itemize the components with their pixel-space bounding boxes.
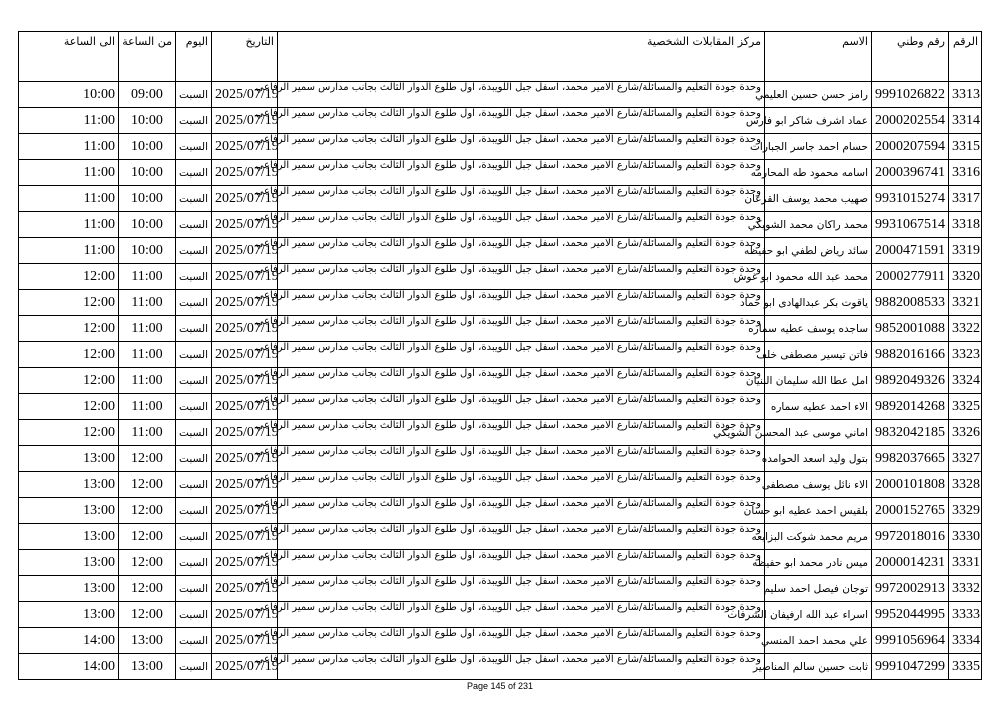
row-number: 3313	[949, 82, 982, 108]
row-number: 3329	[949, 498, 982, 524]
header-from-time: من الساعة	[119, 32, 176, 82]
day-cell: السبت	[176, 134, 212, 160]
day-cell: السبت	[176, 264, 212, 290]
date-cell: 2025/07/19	[212, 134, 278, 160]
interview-center-cell: وحدة جودة التعليم والمسائلة/شارع الامير محمد، اسفل جبل اللويبدة، اول طلوع الدوار الثالث بجانب مدارس سمير الرفاعي	[278, 394, 765, 420]
table-row	[19, 160, 982, 186]
national-id-cell: 9931067514	[872, 212, 949, 238]
date-cell: 2025/07/19	[212, 394, 278, 420]
table-row	[19, 394, 982, 420]
from-time-cell: 12:00	[119, 472, 176, 498]
to-time-cell: 13:00	[19, 576, 119, 602]
interview-center-cell: وحدة جودة التعليم والمسائلة/شارع الامير محمد، اسفل جبل اللويبدة، اول طلوع الدوار الثالث بجانب مدارس سمير الرفاعي	[278, 446, 765, 472]
name-cell: محمد عبد الله محمود ابو غوش	[765, 264, 872, 290]
day-cell: السبت	[176, 420, 212, 446]
table-row	[19, 654, 982, 680]
national-id-cell: 2000014231	[872, 550, 949, 576]
table-row	[19, 472, 982, 498]
row-number: 3324	[949, 368, 982, 394]
day-cell: السبت	[176, 602, 212, 628]
name-cell: علي محمد احمد المنسي	[765, 628, 872, 654]
national-id-cell: 2000152765	[872, 498, 949, 524]
to-time-cell: 14:00	[19, 654, 119, 680]
national-id-cell: 2000396741	[872, 160, 949, 186]
day-cell: السبت	[176, 160, 212, 186]
day-cell: السبت	[176, 498, 212, 524]
date-cell: 2025/07/19	[212, 602, 278, 628]
row-number: 3327	[949, 446, 982, 472]
interview-center-cell: وحدة جودة التعليم والمسائلة/شارع الامير محمد، اسفل جبل اللويبدة، اول طلوع الدوار الثالث بجانب مدارس سمير الرفاعي	[278, 186, 765, 212]
day-cell: السبت	[176, 446, 212, 472]
from-time-cell: 11:00	[119, 316, 176, 342]
interview-center-cell: وحدة جودة التعليم والمسائلة/شارع الامير محمد، اسفل جبل اللويبدة، اول طلوع الدوار الثالث بجانب مدارس سمير الرفاعي	[278, 628, 765, 654]
name-cell: ميس نادر محمد ابو حفيظه	[765, 550, 872, 576]
date-cell: 2025/07/19	[212, 186, 278, 212]
interview-center-cell: وحدة جودة التعليم والمسائلة/شارع الامير محمد، اسفل جبل اللويبدة، اول طلوع الدوار الثالث بجانب مدارس سمير الرفاعي	[278, 654, 765, 680]
row-number: 3317	[949, 186, 982, 212]
day-cell: السبت	[176, 524, 212, 550]
header-name: الاسم	[765, 32, 872, 82]
name-cell: ثابت حسين سالم المناصير	[765, 654, 872, 680]
name-cell: رامز حسن حسين العليمي	[765, 82, 872, 108]
to-time-cell: 12:00	[19, 264, 119, 290]
from-time-cell: 10:00	[119, 108, 176, 134]
name-cell: ساجده يوسف عطيه سماره	[765, 316, 872, 342]
name-cell: محمد راكان محمد الشويكي	[765, 212, 872, 238]
row-number: 3335	[949, 654, 982, 680]
name-cell: مريم محمد شوكت البزايعه	[765, 524, 872, 550]
to-time-cell: 11:00	[19, 108, 119, 134]
name-cell: امل عطا الله سليمان البنيان	[765, 368, 872, 394]
to-time-cell: 12:00	[19, 394, 119, 420]
row-number: 3326	[949, 420, 982, 446]
to-time-cell: 12:00	[19, 368, 119, 394]
table-row	[19, 108, 982, 134]
to-time-cell: 13:00	[19, 602, 119, 628]
row-number: 3333	[949, 602, 982, 628]
name-cell: الاء نائل يوسف مصطفى	[765, 472, 872, 498]
national-id-cell: 9882008533	[872, 290, 949, 316]
national-id-cell: 9852001088	[872, 316, 949, 342]
header-date: التاريخ	[212, 32, 278, 82]
national-id-cell: 2000207594	[872, 134, 949, 160]
name-cell: بتول وليد اسعد الحوامده	[765, 446, 872, 472]
from-time-cell: 12:00	[119, 550, 176, 576]
from-time-cell: 10:00	[119, 134, 176, 160]
from-time-cell: 13:00	[119, 628, 176, 654]
page-number: Page 145 of 231	[466, 681, 534, 691]
to-time-cell: 11:00	[19, 160, 119, 186]
date-cell: 2025/07/19	[212, 472, 278, 498]
day-cell: السبت	[176, 342, 212, 368]
day-cell: السبت	[176, 472, 212, 498]
header-to-time: الى الساعة	[19, 32, 119, 82]
to-time-cell: 12:00	[19, 316, 119, 342]
date-cell: 2025/07/19	[212, 108, 278, 134]
date-cell: 2025/07/19	[212, 290, 278, 316]
date-cell: 2025/07/19	[212, 82, 278, 108]
to-time-cell: 12:00	[19, 290, 119, 316]
to-time-cell: 12:00	[19, 342, 119, 368]
date-cell: 2025/07/19	[212, 420, 278, 446]
day-cell: السبت	[176, 290, 212, 316]
row-number: 3320	[949, 264, 982, 290]
to-time-cell: 13:00	[19, 472, 119, 498]
interview-center-cell: وحدة جودة التعليم والمسائلة/شارع الامير محمد، اسفل جبل اللويبدة، اول طلوع الدوار الثالث بجانب مدارس سمير الرفاعي	[278, 264, 765, 290]
national-id-cell: 9991047299	[872, 654, 949, 680]
date-cell: 2025/07/19	[212, 160, 278, 186]
from-time-cell: 12:00	[119, 446, 176, 472]
row-number: 3331	[949, 550, 982, 576]
national-id-cell: 2000101808	[872, 472, 949, 498]
table-row	[19, 264, 982, 290]
from-time-cell: 10:00	[119, 160, 176, 186]
interview-center-cell: وحدة جودة التعليم والمسائلة/شارع الامير محمد، اسفل جبل اللويبدة، اول طلوع الدوار الثالث بجانب مدارس سمير الرفاعي	[278, 82, 765, 108]
national-id-cell: 2000202554	[872, 108, 949, 134]
name-cell: ياقوت بكر عبدالهادى ابو حماد	[765, 290, 872, 316]
row-number: 3314	[949, 108, 982, 134]
row-number: 3330	[949, 524, 982, 550]
date-cell: 2025/07/19	[212, 628, 278, 654]
from-time-cell: 11:00	[119, 290, 176, 316]
from-time-cell: 12:00	[119, 576, 176, 602]
to-time-cell: 14:00	[19, 628, 119, 654]
to-time-cell: 11:00	[19, 134, 119, 160]
national-id-cell: 9931015274	[872, 186, 949, 212]
from-time-cell: 10:00	[119, 186, 176, 212]
national-id-cell: 9952044995	[872, 602, 949, 628]
day-cell: السبت	[176, 212, 212, 238]
national-id-cell: 9892049326	[872, 368, 949, 394]
day-cell: السبت	[176, 82, 212, 108]
name-cell: اسامه محمود طه المحارمه	[765, 160, 872, 186]
interview-center-cell: وحدة جودة التعليم والمسائلة/شارع الامير محمد، اسفل جبل اللويبدة، اول طلوع الدوار الثالث بجانب مدارس سمير الرفاعي	[278, 342, 765, 368]
table-row	[19, 420, 982, 446]
table-row	[19, 134, 982, 160]
interview-center-cell: وحدة جودة التعليم والمسائلة/شارع الامير محمد، اسفل جبل اللويبدة، اول طلوع الدوار الثالث بجانب مدارس سمير الرفاعي	[278, 524, 765, 550]
table-row	[19, 368, 982, 394]
day-cell: السبت	[176, 316, 212, 342]
header-center: مركز المقابلات الشخصية	[278, 32, 765, 82]
name-cell: بلقيس احمد عطيه ابو حسان	[765, 498, 872, 524]
table-body	[19, 82, 982, 680]
name-cell: سائد رياض لطفي ابو حفيظه	[765, 238, 872, 264]
date-cell: 2025/07/19	[212, 576, 278, 602]
to-time-cell: 13:00	[19, 524, 119, 550]
name-cell: توجان فيصل احمد سليم	[765, 576, 872, 602]
table-row	[19, 628, 982, 654]
table-row	[19, 342, 982, 368]
row-number: 3321	[949, 290, 982, 316]
header-row	[19, 32, 982, 82]
date-cell: 2025/07/19	[212, 446, 278, 472]
national-id-cell: 9892014268	[872, 394, 949, 420]
name-cell: الاء احمد عطيه سماره	[765, 394, 872, 420]
table-row	[19, 446, 982, 472]
date-cell: 2025/07/19	[212, 368, 278, 394]
header-day: اليوم	[176, 32, 212, 82]
table-row	[19, 576, 982, 602]
to-time-cell: 13:00	[19, 498, 119, 524]
interview-center-cell: وحدة جودة التعليم والمسائلة/شارع الامير محمد، اسفل جبل اللويبدة، اول طلوع الدوار الثالث بجانب مدارس سمير الرفاعي	[278, 576, 765, 602]
interview-center-cell: وحدة جودة التعليم والمسائلة/شارع الامير محمد، اسفل جبل اللويبدة، اول طلوع الدوار الثالث بجانب مدارس سمير الرفاعي	[278, 160, 765, 186]
from-time-cell: 12:00	[119, 524, 176, 550]
from-time-cell: 09:00	[119, 82, 176, 108]
from-time-cell: 10:00	[119, 212, 176, 238]
row-number: 3316	[949, 160, 982, 186]
to-time-cell: 11:00	[19, 238, 119, 264]
interview-center-cell: وحدة جودة التعليم والمسائلة/شارع الامير محمد، اسفل جبل اللويبدة، اول طلوع الدوار الثالث بجانب مدارس سمير الرفاعي	[278, 290, 765, 316]
date-cell: 2025/07/19	[212, 654, 278, 680]
date-cell: 2025/07/19	[212, 550, 278, 576]
from-time-cell: 13:00	[119, 654, 176, 680]
from-time-cell: 12:00	[119, 498, 176, 524]
day-cell: السبت	[176, 394, 212, 420]
date-cell: 2025/07/19	[212, 498, 278, 524]
day-cell: السبت	[176, 368, 212, 394]
interview-center-cell: وحدة جودة التعليم والمسائلة/شارع الامير محمد، اسفل جبل اللويبدة، اول طلوع الدوار الثالث بجانب مدارس سمير الرفاعي	[278, 498, 765, 524]
table-row	[19, 498, 982, 524]
name-cell: عماد اشرف شاكر ابو فارس	[765, 108, 872, 134]
table-row	[19, 290, 982, 316]
schedule-table	[18, 31, 982, 680]
table-row	[19, 238, 982, 264]
name-cell: اسراء عبد الله ارفيفان الشرفات	[765, 602, 872, 628]
to-time-cell: 10:00	[19, 82, 119, 108]
date-cell: 2025/07/19	[212, 264, 278, 290]
interview-center-cell: وحدة جودة التعليم والمسائلة/شارع الامير محمد، اسفل جبل اللويبدة، اول طلوع الدوار الثالث بجانب مدارس سمير الرفاعي	[278, 602, 765, 628]
table-row	[19, 602, 982, 628]
interview-center-cell: وحدة جودة التعليم والمسائلة/شارع الامير محمد، اسفل جبل اللويبدة، اول طلوع الدوار الثالث بجانب مدارس سمير الرفاعي	[278, 472, 765, 498]
national-id-cell: 9832042185	[872, 420, 949, 446]
to-time-cell: 13:00	[19, 446, 119, 472]
from-time-cell: 11:00	[119, 394, 176, 420]
to-time-cell: 11:00	[19, 186, 119, 212]
day-cell: السبت	[176, 550, 212, 576]
from-time-cell: 11:00	[119, 264, 176, 290]
row-number: 3334	[949, 628, 982, 654]
name-cell: فاتن تيسير مصطفى خلف	[765, 342, 872, 368]
table-row	[19, 186, 982, 212]
date-cell: 2025/07/19	[212, 212, 278, 238]
interview-center-cell: وحدة جودة التعليم والمسائلة/شارع الامير محمد، اسفل جبل اللويبدة، اول طلوع الدوار الثالث بجانب مدارس سمير الرفاعي	[278, 550, 765, 576]
interview-center-cell: وحدة جودة التعليم والمسائلة/شارع الامير محمد، اسفل جبل اللويبدة، اول طلوع الدوار الثالث بجانب مدارس سمير الرفاعي	[278, 108, 765, 134]
header-national-id: رقم وطني	[872, 32, 949, 82]
national-id-cell: 9972002913	[872, 576, 949, 602]
interview-center-cell: وحدة جودة التعليم والمسائلة/شارع الامير محمد، اسفل جبل اللويبدة، اول طلوع الدوار الثالث بجانب مدارس سمير الرفاعي	[278, 368, 765, 394]
date-cell: 2025/07/19	[212, 238, 278, 264]
from-time-cell: 10:00	[119, 238, 176, 264]
name-cell: اماني موسى عبد المحسن الشويكي	[765, 420, 872, 446]
day-cell: السبت	[176, 628, 212, 654]
day-cell: السبت	[176, 576, 212, 602]
day-cell: السبت	[176, 108, 212, 134]
interview-center-cell: وحدة جودة التعليم والمسائلة/شارع الامير محمد، اسفل جبل اللويبدة، اول طلوع الدوار الثالث بجانب مدارس سمير الرفاعي	[278, 316, 765, 342]
from-time-cell: 12:00	[119, 602, 176, 628]
national-id-cell: 9972018016	[872, 524, 949, 550]
from-time-cell: 11:00	[119, 342, 176, 368]
row-number: 3332	[949, 576, 982, 602]
date-cell: 2025/07/19	[212, 316, 278, 342]
interview-center-cell: وحدة جودة التعليم والمسائلة/شارع الامير محمد، اسفل جبل اللويبدة، اول طلوع الدوار الثالث بجانب مدارس سمير الرفاعي	[278, 134, 765, 160]
interview-center-cell: وحدة جودة التعليم والمسائلة/شارع الامير محمد، اسفل جبل اللويبدة، اول طلوع الدوار الثالث بجانب مدارس سمير الرفاعي	[278, 238, 765, 264]
row-number: 3319	[949, 238, 982, 264]
national-id-cell: 9991026822	[872, 82, 949, 108]
table-row	[19, 212, 982, 238]
date-cell: 2025/07/19	[212, 342, 278, 368]
day-cell: السبت	[176, 238, 212, 264]
to-time-cell: 13:00	[19, 550, 119, 576]
name-cell: حسام احمد جاسر الجبارات	[765, 134, 872, 160]
national-id-cell: 2000471591	[872, 238, 949, 264]
row-number: 3322	[949, 316, 982, 342]
date-cell: 2025/07/19	[212, 524, 278, 550]
row-number: 3318	[949, 212, 982, 238]
national-id-cell: 9982037665	[872, 446, 949, 472]
table-row	[19, 524, 982, 550]
day-cell: السبت	[176, 654, 212, 680]
table-row	[19, 82, 982, 108]
national-id-cell: 2000277911	[872, 264, 949, 290]
day-cell: السبت	[176, 186, 212, 212]
table-row	[19, 316, 982, 342]
row-number: 3328	[949, 472, 982, 498]
interview-center-cell: وحدة جودة التعليم والمسائلة/شارع الامير محمد، اسفل جبل اللويبدة، اول طلوع الدوار الثالث بجانب مدارس سمير الرفاعي	[278, 212, 765, 238]
to-time-cell: 11:00	[19, 212, 119, 238]
from-time-cell: 11:00	[119, 420, 176, 446]
from-time-cell: 11:00	[119, 368, 176, 394]
row-number: 3323	[949, 342, 982, 368]
row-number: 3315	[949, 134, 982, 160]
to-time-cell: 12:00	[19, 420, 119, 446]
header-no: الرقم	[949, 32, 982, 82]
national-id-cell: 9882016166	[872, 342, 949, 368]
name-cell: صهيب محمد يوسف القرعان	[765, 186, 872, 212]
national-id-cell: 9991056964	[872, 628, 949, 654]
interview-center-cell: وحدة جودة التعليم والمسائلة/شارع الامير محمد، اسفل جبل اللويبدة، اول طلوع الدوار الثالث بجانب مدارس سمير الرفاعي	[278, 420, 765, 446]
table-row	[19, 550, 982, 576]
row-number: 3325	[949, 394, 982, 420]
